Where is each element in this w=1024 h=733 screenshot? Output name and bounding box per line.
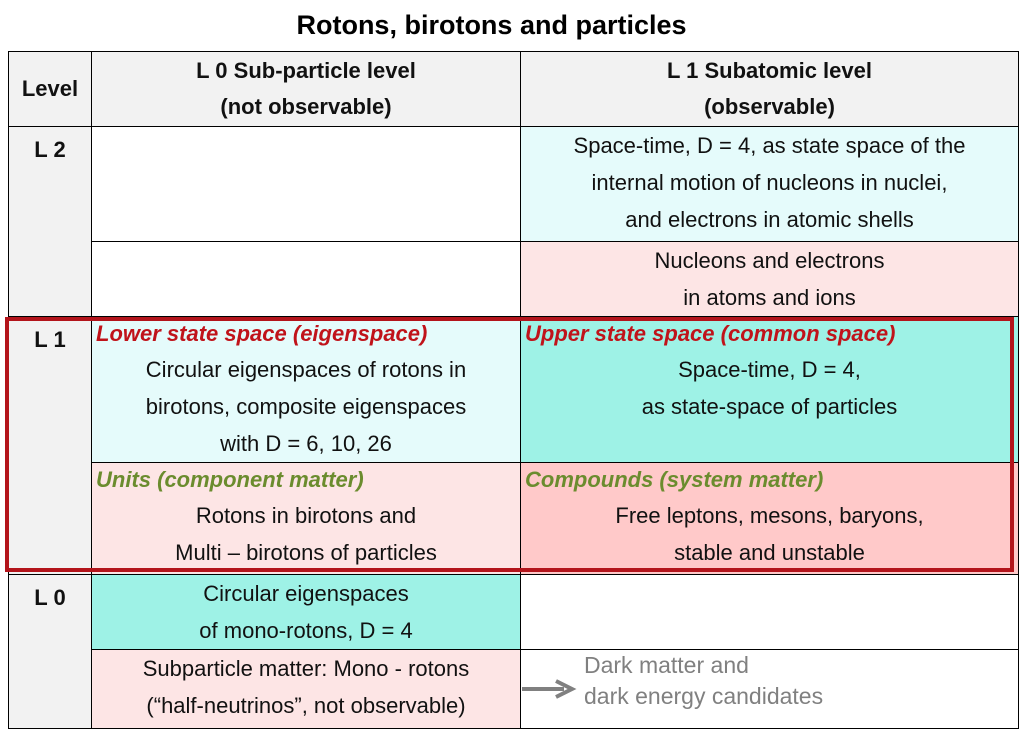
dark-matter-note: Dark matter and dark energy candidates xyxy=(584,652,824,709)
row-l0-lower xyxy=(9,650,1019,729)
level-l1: L 1 xyxy=(9,317,92,575)
particle-table xyxy=(8,51,1019,729)
cell-l0-lower-left: Subparticle matter: Mono - rotons (“half-neutrinos”, not observable) xyxy=(92,650,521,729)
row-l1-lower xyxy=(9,463,1019,575)
row-l1-upper xyxy=(9,317,1019,463)
level-l2: L 2 xyxy=(9,127,92,317)
cell-l2-upper-left xyxy=(92,127,521,242)
cell-compounds: Compounds (system matter) Free leptons, mesons, baryons, stable and unstable xyxy=(521,463,1019,575)
cell-l2-lower-right: Nucleons and electrons in atoms and ions xyxy=(521,242,1019,317)
units-title: Units (component matter) xyxy=(96,467,364,492)
page-title: Rotons, birotons and particles xyxy=(296,10,687,40)
cell-l0-upper-left: Circular eigenspaces of mono-rotons, D = 4 xyxy=(92,575,521,650)
cell-l2-lower-left xyxy=(92,242,521,317)
header-col-l1-line1: L 1 Subatomic level xyxy=(666,58,872,83)
level-l0: L 0 xyxy=(9,575,92,729)
row-l2-lower xyxy=(9,242,1019,317)
header-col-l0 xyxy=(92,52,521,127)
row-l0-upper xyxy=(9,575,1019,650)
cell-lower-state-space: Lower state space (eigenspace) Circular eigenspaces of rotons in birotons, composite eigenspaces with D = 6, 10, 26 xyxy=(92,317,521,463)
lower-state-title: Lower state space (eigenspace) xyxy=(96,321,428,346)
cell-units: Units (component matter) Rotons in birotons and Multi – birotons of particles xyxy=(92,463,521,575)
compounds-title: Compounds (system matter) xyxy=(525,467,824,492)
header-level: Level xyxy=(9,52,92,127)
right-arrow-icon xyxy=(520,678,580,700)
upper-state-title: Upper state space (common space) xyxy=(525,321,896,346)
cell-upper-state-space: Upper state space (common space) Space-time, D = 4, as state-space of particles xyxy=(521,317,1019,463)
header-col-l1-line2: (observable) xyxy=(704,94,835,119)
cell-l0-upper-right xyxy=(521,575,1019,650)
header-col-l1 xyxy=(521,52,1019,127)
row-l2-upper xyxy=(9,127,1019,242)
cell-l2-upper-right: Space-time, D = 4, as state space of the internal motion of nucleons in nuclei, and electrons in atomic shells xyxy=(521,127,1019,242)
header-row xyxy=(9,52,1019,127)
header-col-l0-line1: L 0 Sub-particle level xyxy=(196,58,416,83)
header-col-l0-line2: (not observable) xyxy=(220,94,392,119)
